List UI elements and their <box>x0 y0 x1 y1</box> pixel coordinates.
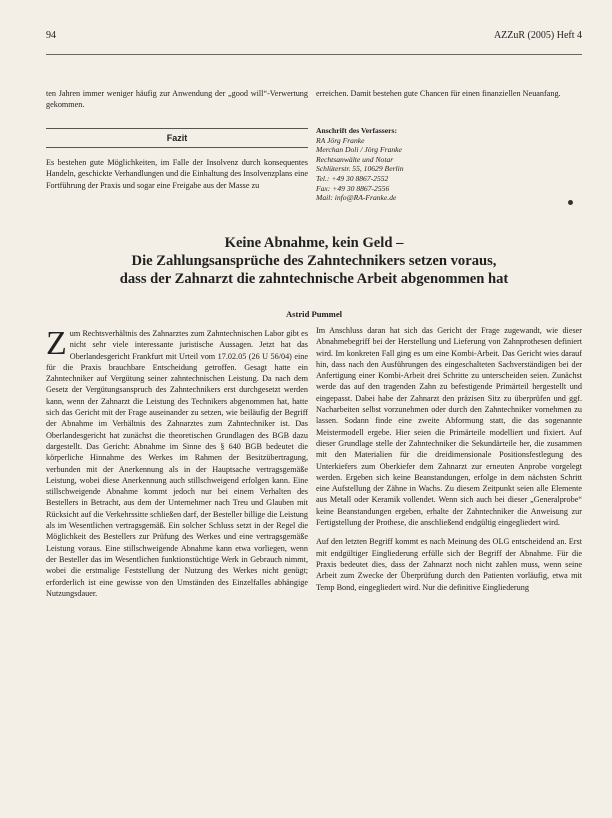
article-body-right-column <box>316 325 582 601</box>
address-line: Tel.: +49 30 8867-2552 <box>316 173 389 183</box>
title-line: dass der Zahnarzt die zahntechnische Arbeit abgenommen hat <box>119 271 509 287</box>
address-line: Schlüterstr. 55, 10629 Berlin <box>316 164 404 174</box>
author-address <box>316 126 466 203</box>
journal-reference: AZZuR (2005) Heft 4 <box>493 30 582 41</box>
previous-article-ending-left: ten Jahren immer weniger häufig zur Anwendung der „good will“-Verwertung gekommen. <box>46 89 308 110</box>
article-paragraph: um Rechtsverhältnis des Zahnarztes zum Zahntechnischen Labor gibt es nicht sehr viele interessante juristische Aussagen. Jetzt hat das Oberlandesgericht Frankfurt mit Urteil vom 17.02.05 (26 U 56/04) eine für die Praxis brauchbare Entscheidung getroffen. Gesagt hatte ein Zahntechniker auf Vergütung seiner zahntechnischen Leistung. Da nach dem Gesetz der Vergütungsanspruch des Zahntechnikers erst durchgesetzt werden kann, wenn der Zahnarzt die Leistung des Technikers abgenommen hat, hatte sich das Gericht mit der Frage auseinander zu setzen, wie beiläufig der Begriff der Abnahme im Verhältnis des Zahnarztes zum Zahntechniker ist. Das Oberlandesgericht hat zunächst die theoretischen Grundlagen des BGB dazu dargestellt. Das Gericht: Abnahme im Sinne des § 640 BGB bedeutet die körperliche Hinnahme des Werkes im Rahmen der Besitzübertragung, verbunden mit der Anerkennung als in der Hauptsache vertragsgemäße Leistung, wobei diese Anerkennung auch stillschweigend erfolgen kann. Eine stillschweigende Abnahme kommt jedoch nur bei einem Verhalten des Bestellers in Betracht, aus dem der Unternehmer nach Treu und Glauben mit Rücksicht auf die Verkehrssitte schließen darf, der Besteller billige die Leistung als im Wesentlichen vertragsgemäß. Ein solcher Schluss setzt in der Regel die Möglichkeit des Bestellers zur Prüfung des Werkes und eine vertragsgemäße Leistung voraus. Eine stillschweigende Abnahme kann etwa vorliegen, wenn der Besteller das im Wesentlichen funktionstüchtige Werk in Gebrauch nimmt, wobei die erstmalige Feststellung der Nutzung des Werkes nicht genügt; erforderlich ist eine gewisse von den Umständen des Einzelfalles abhängige Nutzungsdauer. <box>46 329 308 598</box>
fazit-text: Es bestehen gute Möglichkeiten, im Falle der Insolvenz durch konsequentes Handeln, geschickte Verhandlungen und die Einhaltung des Insolvenzplans eine Fortführung der Praxis und sogar eine Freigabe aus der Masse zu <box>46 158 309 190</box>
page-number: 94 <box>46 30 56 41</box>
title-line: Keine Abnahme, kein Geld – <box>224 235 404 251</box>
article-paragraph: Im Anschluss daran hat sich das Gericht der Frage zugewandt, wie dieser Abnahmebegriff bei der Herstellung und Lieferung von Zahnprothesen definiert wird. Im konkreten Fall ging es um eine Kombi-Arbeit. Das Gericht wies darauf hin, dass nach den Ausführungen des eingeschalteten Sachverständigen bei der Anfertigung einer Kombi-Arbeit drei Schritte zu unterscheiden seien. Zunächst werde das auf den tragenden Zahn zu befestigende Primärteil hergestellt und eingepasst. Dabei habe der Zahnarzt den präzisen Sitz zu überprüfen und ggf. Nacharbeiten selbst vorzunehmen oder durch den Zahntechniker vornehmen zu lassen. Sodann finde eine zweite Abformung statt, die das sogenannte Meistermodell ergebe. Hier seien die Primärteile modelliert und fixiert. Auf dieser Grundlage stelle der Zahntechniker die Sekundärteile her, die zusammen mit den Materialien für die dreidimensionale Positionsfestlegung des Unterkiefers zum Oberkiefer dem Zahnarzt zur erneuten Anprobe vorgelegt werden. Ergeben sich keine Beanstandungen, erfolge in dem nächsten Schritt eine Aufstellung der Zähne in Wachs. Zu diesem Zeitpunkt seien alle Elemente aus Metall oder Keramik vollendet. Wenn sich auch bei dieser „Generalprobe“ keine Beanstandungen ergeben, erhalte der Zahntechniker die Anweisung zur Fertigstellung der Prothese, die anschließend endgültig eingegliedert wird. <box>316 326 582 528</box>
address-line: Fax: +49 30 8867-2556 <box>316 183 390 193</box>
fazit-heading: Fazit <box>46 128 308 148</box>
drop-cap: Z <box>46 325 67 362</box>
title-line: Die Zahlungsansprüche des Zahntechnikers setzen voraus, <box>131 253 497 269</box>
article-body-left-column <box>46 325 308 599</box>
end-of-article-marker <box>568 200 573 205</box>
page-header <box>46 30 582 55</box>
previous-article-ending-right: erreichen. Damit bestehen gute Chancen für einen finanziellen Neuanfang. <box>316 89 561 98</box>
address-line: RA Jörg Franke <box>316 135 365 145</box>
article-author: Astrid Pummel <box>285 309 343 319</box>
address-line: Merchan Doli / Jörg Franke <box>316 145 402 155</box>
address-line: Mail: info@RA-Franke.de <box>316 193 397 203</box>
article-title <box>46 234 582 288</box>
article-paragraph: Auf den letzten Begriff kommt es nach Meinung des OLG entscheidend an. Erst mit endgültiger Eingliederung erfülle sich der Begriff der Abnahme. Für die Praxis bedeutet dies, dass der Zahnarzt noch nicht zahlen muss, wenn seine Arbeit zum Zwecke der Überprüfung durch den Patienten vorläufig, etwa mit Temp Bond, eingegliedert wird. Nur die definitive Eingliederung <box>316 537 582 592</box>
address-line: Rechtsanwälte und Notar <box>316 154 394 164</box>
address-label: Anschrift des Verfassers: <box>316 126 397 135</box>
